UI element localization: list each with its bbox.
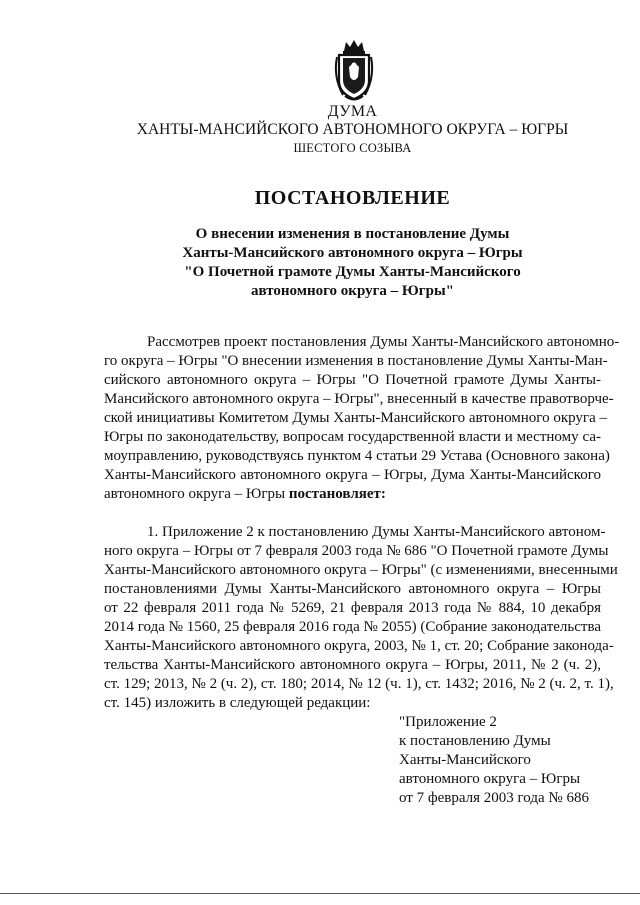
item-1-line: ст. 145) изложить в следующей редакции: bbox=[104, 695, 371, 711]
preamble-line: ской инициативы Комитетом Думы Ханты-Мансийского автономного округа – bbox=[104, 410, 607, 426]
item-1-line: Ханты-Мансийского автономного округа – Югры" (с изменениями, внесенными bbox=[104, 562, 618, 578]
preamble-closing-line bbox=[104, 486, 601, 503]
coat-of-arms-icon bbox=[331, 37, 377, 103]
document-title-line: О внесении изменения в постановление Думы bbox=[195, 226, 510, 242]
item-1-line: постановлениями Думы Ханты-Мансийского автономного округа – Югры bbox=[104, 581, 601, 597]
appendix-header-line: от 7 февраля 2003 года № 686 bbox=[399, 790, 589, 806]
resolution-keyword: постановляет: bbox=[288, 486, 386, 502]
item-1-line: 1. Приложение 2 к постановлению Думы Ханты-Мансийского автоном- bbox=[147, 524, 606, 540]
item-1-line: 2014 года № 1560, 25 февраля 2016 года № 2055) (Собрание законодательства bbox=[104, 619, 601, 635]
item-1-line: тельства Ханты-Мансийского автономного округа – Югры, 2011, № 2 (ч. 2), bbox=[104, 657, 601, 673]
preamble-line: Рассмотрев проект постановления Думы Ханты-Мансийского автономно- bbox=[147, 334, 620, 350]
document-title-line: автономного округа – Югры" bbox=[251, 283, 454, 299]
preamble-line: го округа – Югры "О внесении изменения в постановление Думы Ханты-Ман- bbox=[104, 353, 608, 369]
page-bottom-rule bbox=[0, 893, 640, 894]
document-title-line: "О Почетной грамоте Думы Ханты-Мансийского bbox=[184, 264, 521, 280]
item-1-line: от 22 февраля 2011 года № 5269, 21 февраля 2013 года № 884, 10 декабря bbox=[104, 600, 601, 616]
document-title-line: Ханты-Мансийского автономного округа – Югры bbox=[182, 245, 523, 261]
preamble-line: сийского автономного округа – Югры "О Почетной грамоте Думы Ханты- bbox=[104, 372, 601, 388]
organization-title: ДУМА bbox=[327, 103, 378, 120]
appendix-header-line: "Приложение 2 bbox=[399, 714, 497, 730]
preamble-line: Югры по законодательству, вопросам государственной власти и местному са- bbox=[104, 429, 601, 445]
preamble-line: Мансийского автономного округа – Югры", внесенный в качестве правотворче- bbox=[104, 391, 614, 407]
preamble-closing-text: автономного округа – Югры bbox=[104, 486, 289, 502]
organization-region: ХАНТЫ-МАНСИЙСКОГО АВТОНОМНОГО ОКРУГА – ЮГРЫ bbox=[136, 121, 569, 138]
preamble-line: моуправлению, руководствуясь пунктом 4 статьи 29 Устава (Основного закона) bbox=[104, 448, 610, 464]
convocation-label: ШЕСТОГО СОЗЫВА bbox=[293, 141, 412, 155]
item-1-line: ного округа – Югры от 7 февраля 2003 года № 686 "О Почетной грамоте Думы bbox=[104, 543, 609, 559]
document-type: ПОСТАНОВЛЕНИЕ bbox=[254, 187, 451, 209]
item-1-line: Ханты-Мансийского автономного округа, 2003, № 1, ст. 20; Собрание законода- bbox=[104, 638, 614, 654]
preamble-line: Ханты-Мансийского автономного округа – Югры, Дума Ханты-Мансийского bbox=[104, 467, 601, 483]
appendix-header-line: автономного округа – Югры bbox=[399, 771, 581, 787]
appendix-header-line: к постановлению Думы bbox=[399, 733, 551, 749]
appendix-header-line: Ханты-Мансийского bbox=[399, 752, 531, 768]
item-1-line: ст. 129; 2013, № 2 (ч. 2), ст. 180; 2014, № 12 (ч. 1), ст. 1432; 2016, № 2 (ч. 2, т. 1), bbox=[104, 676, 614, 692]
